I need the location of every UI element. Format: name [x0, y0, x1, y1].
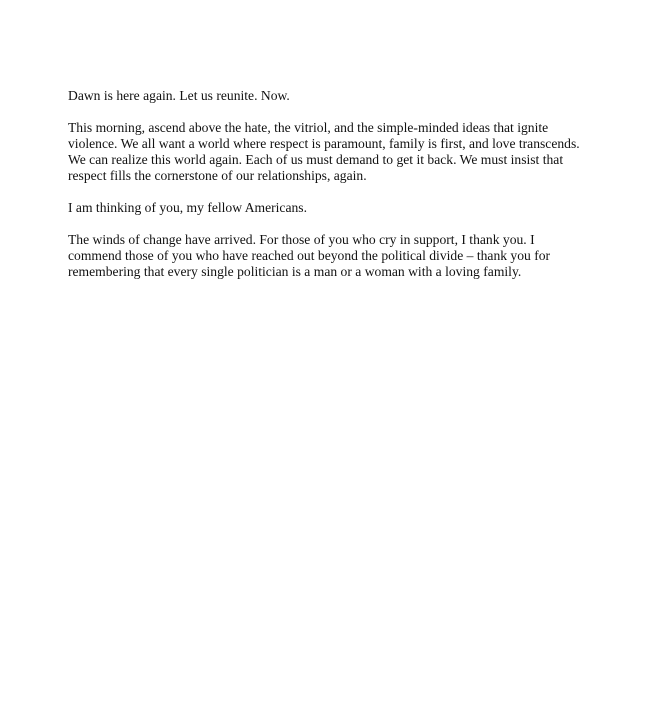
- paragraph-this-morning: This morning, ascend above the hate, the vitriol, and the simple-minded ideas that ignite violence. We all want a world where respect is paramount, family is first, and love transcends. We can realize this world again. Each of us must demand to get it back. We must insist that respect fills the cornerstone of our relationships, again.: [68, 120, 580, 183]
- paragraph-winds-of-change: The winds of change have arrived. For those of you who cry in support, I thank you. I commend those of you who have reached out beyond the political divide – thank you for remembering that every single politician is a man or a woman with a loving family.: [68, 232, 551, 279]
- paragraph-thinking-of-you: I am thinking of you, my fellow Americans.: [68, 200, 307, 215]
- paragraph-dawn: Dawn is here again. Let us reunite. Now.: [68, 88, 290, 103]
- document-body: [68, 88, 628, 296]
